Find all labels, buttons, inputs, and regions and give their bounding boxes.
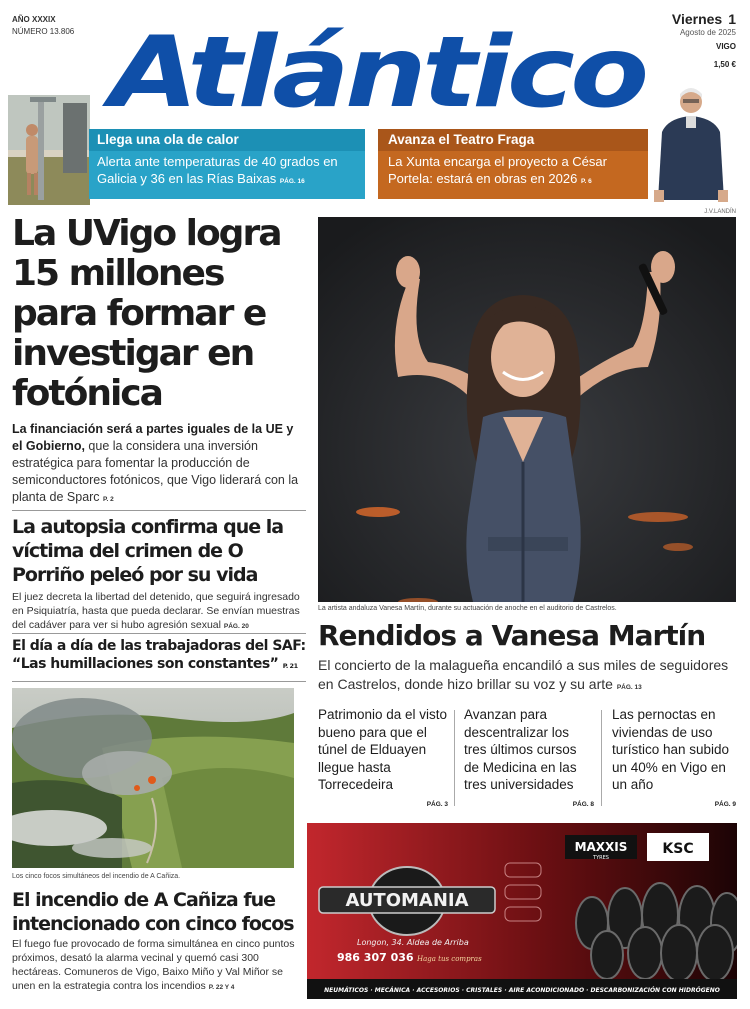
ad-slogan: Haga tus compras [417,955,482,963]
weekday: Viernes [671,11,723,27]
brief-text: Las pernoctas en viviendas de uso turístico han subido un 40% en Vigo en un año [612,707,730,792]
promo-teatro-fraga[interactable] [378,129,650,199]
autopsia-page: PÁG. 20 [223,623,249,630]
vanesa-headline[interactable]: Rendidos a Vanesa Martín [318,619,706,652]
brief-page: PÁG. 9 [714,800,736,808]
promo-heatwave-page: PÁG. 16 [279,178,305,185]
fire-headline[interactable]: El incendio de A Cañiza fue intencionado con cinco focos [12,889,294,935]
brief-text: Patrimonio da el visto bueno para que el túnel de Elduayen llegue hasta Torrecedeira [318,707,448,792]
edition-year: AÑO XXXIX [12,15,56,24]
ad-services: NEUMÁTICOS · MECÁNICA · ACCESORIOS · CRISTALES · AIRE ACONDICIONADO · DESCARBONIZACIÓN CON HIDRÓGENO [324,987,720,994]
promo-heatwave-title: Llega una ola de calor [89,129,365,151]
brief-page: PÁG. 3 [426,800,448,808]
brief-elduayen[interactable] [318,706,448,813]
saf-page: P. 21 [282,662,298,670]
photo-credit: J.V.LANDÍN [704,209,736,215]
divider [12,510,306,511]
divider [12,633,306,634]
lead-intro: La financiación será a partes iguales de la UE y el Gobierno, [12,422,294,453]
lead-page: P. 2 [103,496,114,503]
autopsia-headline[interactable]: La autopsia confirma que la víctima del crimen de O Porriño peleó por su vida [12,516,284,586]
lead-text: que la considera una inversión estratégica para fomentar la producción de semiconductores fotónicos, que Vigo liderará con la planta de Sparc [12,439,299,504]
vanesa-body [318,656,738,697]
logo-text: Atlántico [101,16,646,120]
fire-body [12,937,306,995]
masthead-edition [12,14,74,38]
ad-phone: 986 307 036 [337,951,414,964]
concert-photo[interactable] [318,217,736,602]
brief-page: PÁG. 8 [572,800,594,808]
ad-partner-maxxis-sub: TYRES [593,855,609,861]
ad-partner-maxxis: MAXXIS [574,840,628,854]
brief-pernoctas[interactable] [612,706,736,813]
concert-caption: La artista andaluza Vanesa Martín, durante su actuación de anoche en el auditorio de Castrelos. [318,605,617,612]
divider [12,681,306,682]
fire-caption: Los cinco focos simultáneos del incendio de A Cañiza. [12,873,181,880]
wildfire-photo[interactable] [12,688,294,868]
architect-photo[interactable] [648,80,734,206]
lead-headline[interactable]: La UVigo logra 15 millones para formar e investigar en fotónica [12,213,281,414]
brief-text: Avanzan para descentralizar los tres últimos cursos de Medicina en las tres universidades [464,707,577,792]
day-number: 1 [728,11,736,27]
edition-city: VIGO [715,42,736,51]
saf-headline[interactable] [12,637,306,675]
promo-teatro-text: La Xunta encarga el proyecto a César Portela: estará en obras en 2026 [388,154,607,186]
ad-brand: AUTOMANIA [345,890,469,911]
autopsia-body [12,590,306,634]
vanesa-page: PÁG. 13 [616,684,642,691]
edition-number: NÚMERO 13.806 [12,27,75,36]
promo-heatwave[interactable] [89,129,365,199]
column-separator [601,710,602,806]
column-separator [454,710,455,806]
lead-body [12,421,302,508]
fire-text: El fuego fue provocado de forma simultánea en cinco puntos próximos, desató la alarma vecinal y quemó casi 300 hectáreas. Comuneros de Vigo, Baixo Miño y Val Miñor se unen en la estrategia contra los incendios [12,938,295,992]
autopsia-text: El juez decreta la libertad del detenido, que seguirá ingresado en Psiquiatría, hasta que pueda declarar. Se envían muestras del cadáver para ver si hubo agresión sexual [12,591,300,631]
automania-ad[interactable] [307,823,737,999]
ad-partner-ksc: KSC [662,841,694,857]
ad-address: Longon, 34. Aldea de Arriba [357,938,469,947]
month-year: Agosto de 2025 [679,28,736,37]
vanesa-text: El concierto de la malagueña encandiló a sus miles de seguidores en Castrelos, donde hizo brillar su voz y su arte [318,657,729,692]
promo-teatro-title: Avanza el Teatro Fraga [378,129,650,151]
fire-page: P. 22 Y 4 [208,984,235,991]
price: 1,50 € [713,60,736,69]
newspaper-logo[interactable] [100,0,655,120]
brief-medicina[interactable] [464,706,594,813]
promo-heatwave-text: Alerta ante temperaturas de 40 grados en Galicia y 36 en las Rías Baixas [97,154,338,186]
masthead-date [672,12,736,72]
heatwave-photo[interactable] [8,95,90,205]
promo-teatro-page: P. 6 [580,178,592,185]
saf-headline-text: El día a día de las trabajadoras del SAF: “Las humillaciones son constantes” [12,638,306,672]
